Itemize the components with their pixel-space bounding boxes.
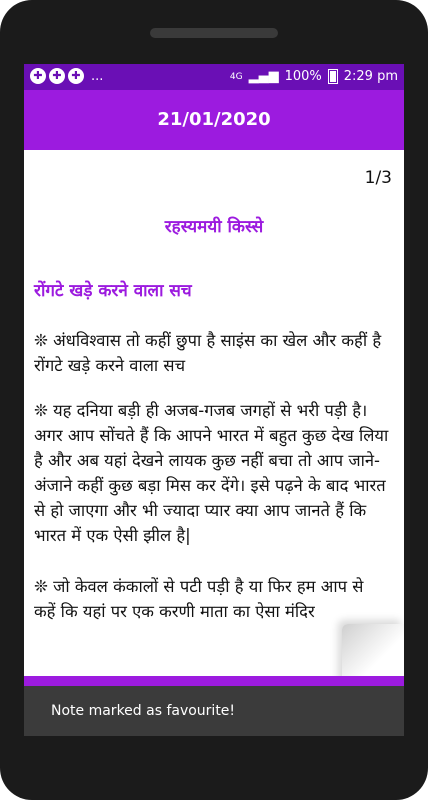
battery-icon: [328, 69, 338, 84]
game-icon: ✚: [30, 68, 46, 84]
speaker-grille: [150, 28, 278, 38]
app-bar: [24, 90, 404, 150]
battery-percent: 100%: [284, 69, 322, 84]
bottom-bezel: [0, 736, 428, 800]
note-title: रहस्यमयी किस्से: [164, 217, 264, 237]
more-notifications-indicator: ...: [91, 68, 104, 84]
signal-icon: ▂▄▆: [248, 69, 279, 84]
status-right: [230, 69, 398, 84]
notification-icons: [30, 68, 103, 84]
app-bar-title: 21/01/2020: [157, 109, 271, 130]
game-icon: ✚: [49, 68, 65, 84]
note-paragraph: ❊ जो केवल कंकालों से पटी पड़ी है या फिर हम आप से कहें कि यहां पर एक करणी माता का ऐसा मंदिर: [34, 577, 364, 621]
screen: [24, 64, 404, 736]
note-paragraph: ❊ यह दनिया बड़ी ही अजब-गजब जगहों से भरी पड़ी है। अगर आप सोंचते हैं कि आपने भारत में बहुत कुछ देख लिया है और अब यहां देखने लायक कुछ नहीं बचा तो आप जाने-अंजाने कहीं कुछ बड़ा मिस कर देंगे। इसे पढ़ने के बाद भारत से हो जाएगा और भी ज्यादा प्यार क्या आप जानते हैं कि भारत में एक ऐसी झील है|: [34, 401, 389, 545]
clock: 2:29 pm: [343, 69, 398, 84]
game-icon: ✚: [68, 68, 84, 84]
toast: [24, 686, 404, 736]
status-bar: [24, 64, 404, 90]
note-heading: रोंगटे खड़े करने वाला सच: [34, 281, 192, 301]
toast-message: Note marked as favourite!: [51, 703, 236, 719]
page-indicator: 1/3: [364, 168, 392, 188]
note-paragraph: ❊ अंधविश्वास तो कहीं छुपा है साइंस का खेल और कहीं है रोंगटे खड़े करने वाला सच: [34, 331, 382, 375]
accent-bar: [24, 676, 404, 686]
network-type: 4G: [229, 71, 243, 82]
